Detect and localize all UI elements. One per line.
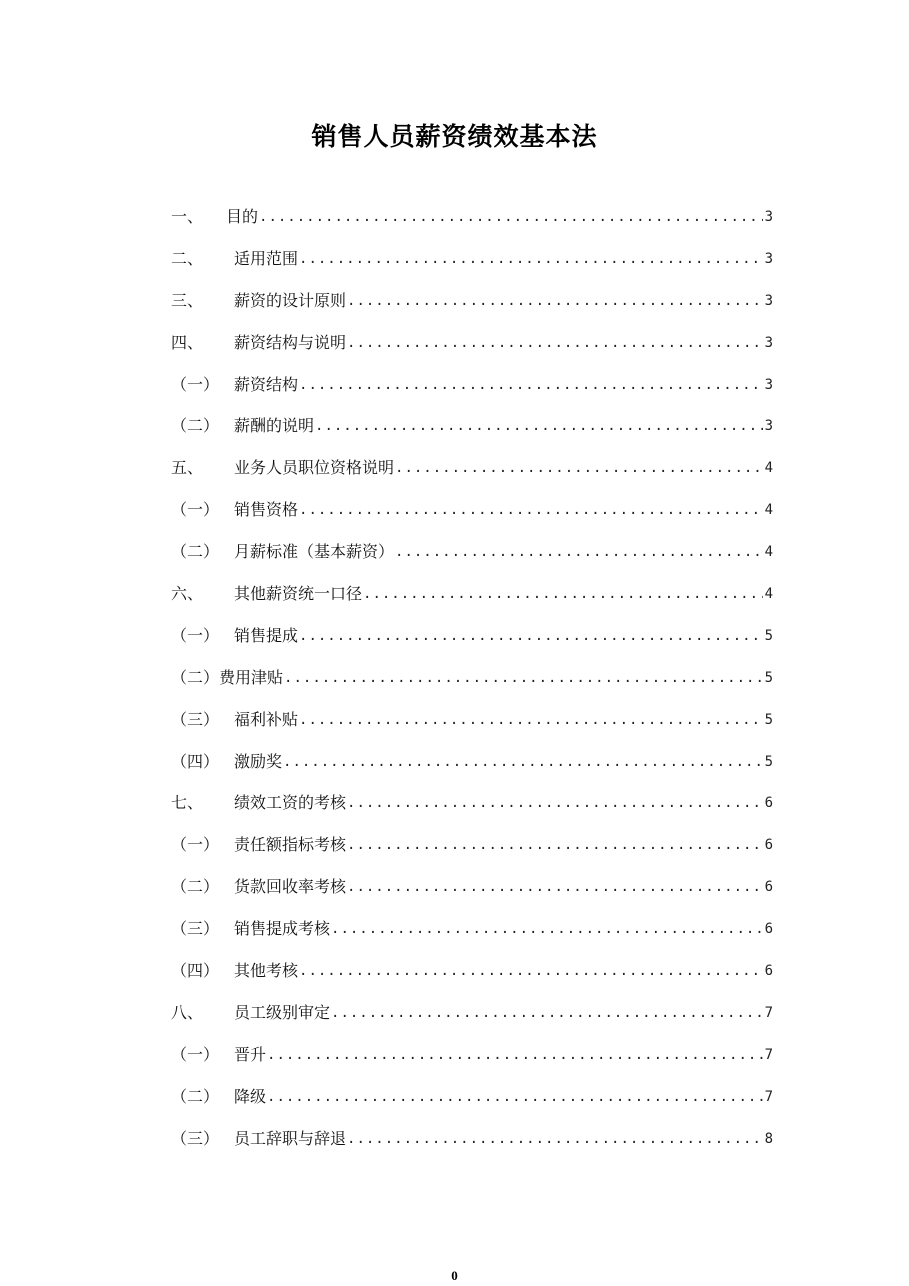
toc-entry-page: 6 — [764, 837, 773, 854]
toc-dot-leader — [330, 918, 763, 940]
toc-entry-label: 薪资结构与说明 — [234, 332, 347, 352]
toc-entry-page: 4 — [764, 502, 773, 519]
toc-entry-label: 员工辞职与辞退 — [234, 1128, 347, 1148]
toc-entry-page: 6 — [764, 963, 773, 980]
toc-dot-leader — [330, 1002, 763, 1024]
toc-entry[interactable] — [171, 374, 773, 416]
toc-entry[interactable] — [171, 1128, 773, 1170]
page-number: 0 — [451, 1268, 458, 1283]
toc-entry-label: 目的 — [226, 207, 259, 226]
toc-entry-number: （一） — [171, 835, 220, 855]
toc-entry[interactable] — [171, 290, 773, 332]
toc-entry-label: 其他薪资统一口径 — [234, 584, 363, 604]
toc-dot-leader — [346, 1128, 763, 1150]
toc-entry[interactable] — [171, 457, 773, 499]
toc-dot-leader — [394, 457, 763, 479]
toc-dot-leader — [298, 499, 763, 521]
toc-entry-number: （二） — [171, 877, 220, 897]
toc-entry-page: 3 — [764, 250, 773, 267]
toc-dot-leader — [346, 290, 763, 312]
toc-entry-number: （二） — [171, 667, 220, 687]
toc-entry[interactable] — [171, 248, 773, 290]
toc-entry-page: 3 — [764, 209, 773, 225]
toc-entry-page: 4 — [764, 586, 773, 603]
toc-entry-page: 5 — [764, 753, 773, 770]
toc-entry-page: 7 — [764, 1046, 773, 1063]
toc-dot-leader — [266, 1086, 763, 1108]
toc-dot-leader — [314, 415, 763, 437]
toc-dot-leader — [298, 709, 763, 731]
toc-entry-page: 8 — [764, 1130, 773, 1147]
toc-dot-leader — [346, 792, 763, 814]
toc-entry-number: （一） — [171, 500, 220, 520]
toc-dot-leader — [282, 751, 763, 773]
toc-entry[interactable] — [171, 206, 773, 248]
toc-entry-label: 货款回收率考核 — [234, 877, 347, 897]
toc-entry[interactable] — [171, 876, 773, 918]
toc-dot-leader — [298, 248, 763, 270]
toc-entry-number: 八、 — [171, 1002, 204, 1022]
toc-entry-label: 销售提成 — [234, 625, 299, 645]
toc-entry-number: （一） — [171, 625, 220, 645]
toc-entry-page: 3 — [764, 376, 773, 393]
toc-entry-label: 业务人员职位资格说明 — [234, 458, 395, 478]
toc-entry-page: 6 — [764, 921, 773, 938]
toc-entry-number: （四） — [171, 961, 220, 981]
toc-entry-number: （三） — [171, 709, 220, 729]
toc-entry-number: 一、 — [171, 207, 204, 226]
toc-entry-number: （三） — [171, 1128, 220, 1148]
toc-entry-label: 销售提成考核 — [234, 919, 331, 939]
toc-entry[interactable] — [171, 499, 773, 541]
toc-entry-number: 二、 — [171, 248, 204, 268]
toc-entry-label: 晋升 — [234, 1044, 267, 1064]
toc-entry-number: （三） — [171, 919, 220, 939]
toc-entry-page: 6 — [764, 795, 773, 812]
toc-entry-number: 三、 — [171, 290, 204, 310]
toc-entry-label: 费用津贴 — [219, 667, 284, 687]
toc-entry-label: 员工级别审定 — [234, 1002, 331, 1022]
toc-dot-leader — [346, 332, 763, 354]
toc-entry[interactable] — [171, 667, 773, 709]
toc-entry[interactable] — [171, 415, 773, 457]
toc-dot-leader — [394, 541, 763, 563]
toc-entry-label: 激励奖 — [234, 751, 283, 771]
toc-entry-label: 其他考核 — [234, 961, 299, 981]
toc-entry-page: 7 — [764, 1004, 773, 1021]
toc-dot-leader — [258, 206, 763, 228]
toc-entry-number: （二） — [171, 1086, 220, 1106]
toc-entry-page: 3 — [764, 334, 773, 351]
toc-entry-number: （四） — [171, 751, 220, 771]
toc-entry-label: 绩效工资的考核 — [234, 793, 347, 813]
toc-entry[interactable] — [171, 1002, 773, 1044]
toc-entry-number: （一） — [171, 1044, 220, 1064]
toc-dot-leader — [346, 834, 763, 856]
toc-entry-page: 5 — [764, 627, 773, 644]
toc-entry[interactable] — [171, 332, 773, 374]
toc-entry-number: 四、 — [171, 332, 204, 352]
toc-dot-leader — [266, 1044, 763, 1066]
toc-entry-number: （二） — [171, 542, 220, 562]
toc-entry-label: 责任额指标考核 — [234, 835, 347, 855]
toc-entry-label: 福利补贴 — [234, 709, 299, 729]
toc-dot-leader — [362, 583, 763, 605]
toc-entry-page: 5 — [764, 669, 773, 686]
toc-entry-label: 销售资格 — [234, 500, 299, 520]
toc-entry-page: 3 — [764, 418, 773, 435]
toc-entry-number: 五、 — [171, 458, 204, 478]
toc-entry-page: 6 — [764, 879, 773, 896]
toc-entry-label: 薪资结构 — [234, 374, 299, 394]
toc-entry-label: 适用范围 — [234, 248, 299, 268]
toc-dot-leader — [346, 876, 763, 898]
toc-entry[interactable] — [171, 709, 773, 751]
toc-entry-number: 六、 — [171, 584, 204, 604]
table-of-contents — [171, 206, 773, 1169]
toc-entry[interactable] — [171, 960, 773, 1002]
toc-dot-leader — [283, 667, 763, 689]
toc-entry-label: 薪酬的说明 — [234, 416, 315, 436]
toc-entry[interactable] — [171, 1044, 773, 1086]
toc-entry-page: 4 — [764, 544, 773, 561]
toc-entry[interactable] — [171, 1086, 773, 1128]
toc-dot-leader — [298, 374, 763, 396]
toc-entry[interactable] — [171, 834, 773, 876]
toc-entry-page: 4 — [764, 460, 773, 477]
toc-entry-number: （一） — [171, 374, 220, 394]
toc-entry-label: 降级 — [234, 1086, 267, 1106]
toc-entry-page: 3 — [764, 292, 773, 309]
toc-entry[interactable] — [171, 583, 773, 625]
document-title: 销售人员薪资绩效基本法 — [311, 122, 598, 151]
toc-entry[interactable] — [171, 541, 773, 583]
toc-entry-label: 薪资的设计原则 — [234, 290, 347, 310]
toc-entry[interactable] — [171, 792, 773, 834]
toc-entry[interactable] — [171, 625, 773, 667]
toc-dot-leader — [298, 625, 763, 647]
toc-entry[interactable] — [171, 751, 773, 793]
toc-entry-page: 7 — [764, 1088, 773, 1105]
toc-entry-number: 七、 — [171, 793, 204, 813]
toc-entry-label: 月薪标准（基本薪资） — [234, 542, 395, 562]
toc-dot-leader — [298, 960, 763, 982]
toc-entry-number: （二） — [171, 416, 220, 436]
toc-entry[interactable] — [171, 918, 773, 960]
toc-entry-page: 5 — [764, 711, 773, 728]
